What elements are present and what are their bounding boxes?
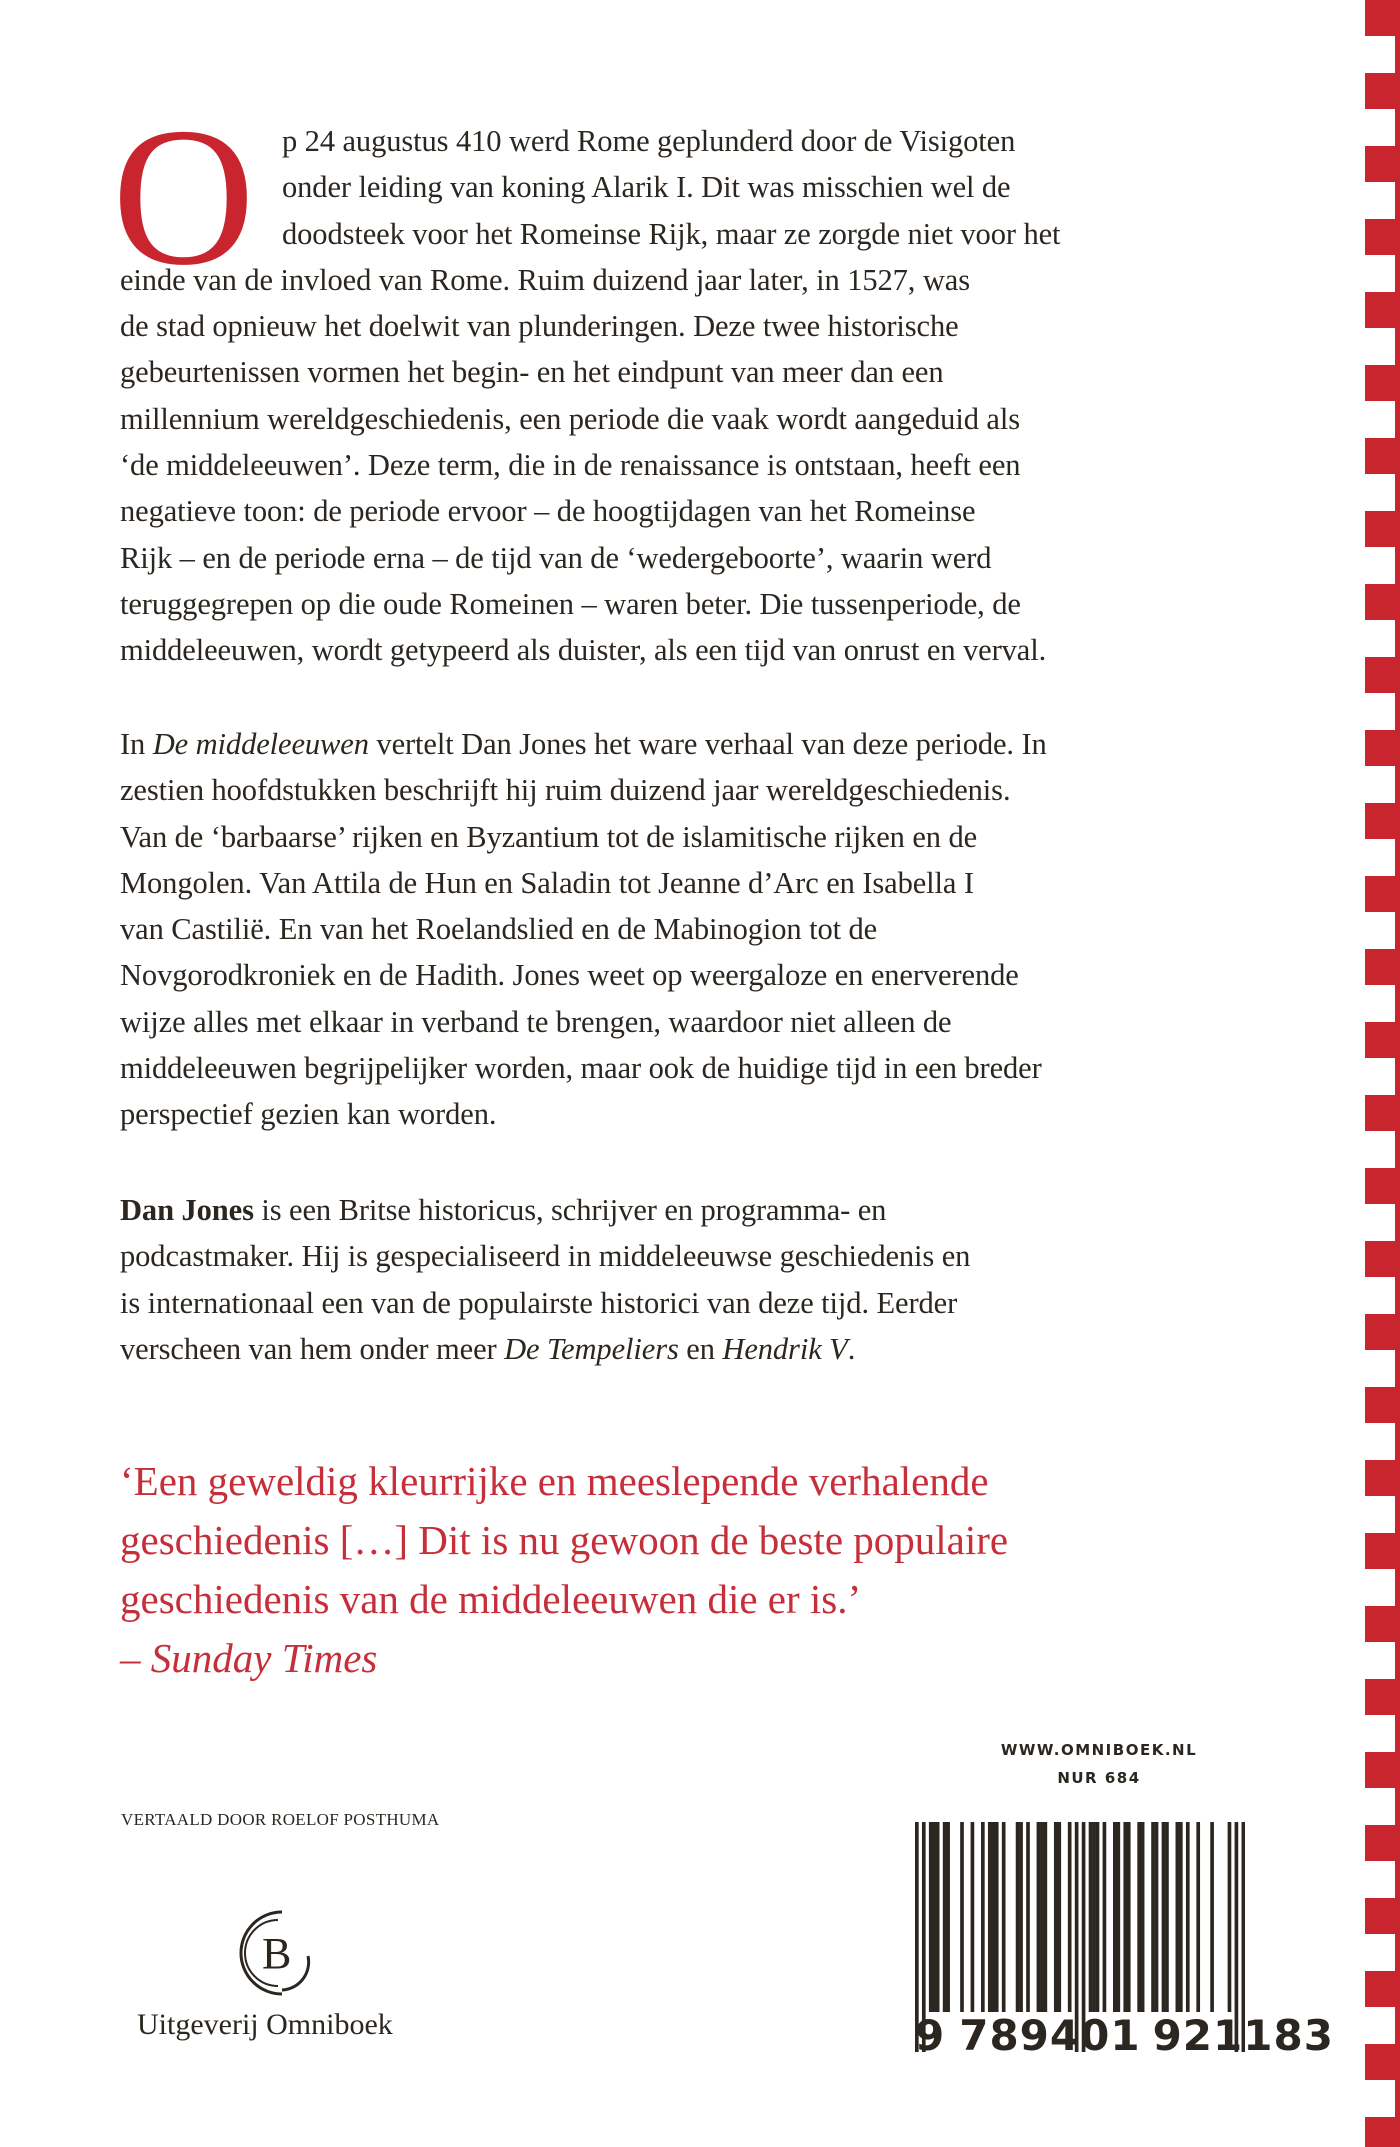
quote-source: – Sunday Times xyxy=(120,1635,378,1681)
italic-title: De Tempeliers xyxy=(504,1331,679,1366)
barcode-bar xyxy=(1057,1822,1061,2012)
italic-title: De middeleeuwen xyxy=(152,727,369,761)
text-line xyxy=(120,860,1270,906)
barcode-bar xyxy=(1228,1822,1232,2012)
barcode-bar xyxy=(1089,1822,1093,2012)
text-line xyxy=(120,581,1270,627)
barcode-bar xyxy=(1186,1822,1190,2012)
barcode-bar xyxy=(1040,1822,1044,2012)
translator-credit: VERTAALD DOOR ROELOF POSTHUMA xyxy=(121,1810,440,1829)
text-line xyxy=(120,1187,1270,1233)
text-line xyxy=(120,1045,1270,1091)
red-edge-stripe xyxy=(1365,0,1400,2147)
text-line xyxy=(120,118,1270,164)
text-line xyxy=(120,164,1270,210)
text-run: einde van de invloed van Rome. Ruim duizend jaar later, in 1527, was xyxy=(120,262,970,297)
text-run: en xyxy=(678,1331,723,1366)
barcode-bar xyxy=(1116,1822,1120,2012)
barcode-bar xyxy=(1096,1822,1100,2012)
text-line xyxy=(120,1326,1270,1372)
text-line xyxy=(120,535,1270,581)
text-run: perspectief gezien kan worden. xyxy=(120,1097,497,1132)
barcode-bar xyxy=(1127,1822,1131,2012)
text-run: Mongolen. Van Attila de Hun en Saladin tot Jeanne d’Arc en Isabella I xyxy=(120,865,974,900)
barcode-bar xyxy=(929,1822,933,2012)
barcode-bar xyxy=(946,1822,950,2012)
text-run: podcastmaker. Hij is gespecialiseerd in middeleeuwse geschiedenis en xyxy=(120,1239,971,1274)
text-line xyxy=(120,396,1270,442)
barcode-bar xyxy=(943,1822,947,2012)
barcode-bar xyxy=(1044,1822,1048,2012)
text-run: zestien hoofdstukken beschrijft hij ruim duizend jaar wereldgeschiedenis. xyxy=(120,773,1011,808)
text-line xyxy=(120,814,1270,860)
barcode-bar xyxy=(1113,1822,1117,2012)
text-run: millennium wereldgeschiedenis, een periode die vaak wordt aangeduid als xyxy=(120,401,1020,436)
text-run: vertelt Dan Jones het ware verhaal van deze periode. In xyxy=(368,727,1047,761)
barcode-bar xyxy=(1162,1822,1166,2012)
author-bio-paragraph xyxy=(120,1187,1270,1372)
barcode-bar xyxy=(1176,1822,1180,2012)
text-run: wijze alles met elkaar in verband te brengen, waardoor niet alleen de xyxy=(120,1004,952,1039)
text-line xyxy=(120,1233,1270,1279)
barcode-bar xyxy=(971,1822,975,2012)
text-run: p 24 augustus 410 werd Rome geplunderd door de Visigoten xyxy=(282,124,1016,158)
text-line xyxy=(120,488,1270,534)
text-run: . xyxy=(847,1331,856,1366)
text-run: onder leiding van koning Alarik I. Dit was misschien wel de xyxy=(282,170,1011,205)
barcode-bar xyxy=(991,1822,995,2012)
text-line xyxy=(120,906,1270,952)
quote-line: geschiedenis […] Dit is nu gewoon de beste populaire xyxy=(120,1517,1009,1563)
text-line xyxy=(120,1280,1270,1326)
barcode-bar xyxy=(988,1822,992,2012)
text-run: de stad opnieuw het doelwit van plunderingen. Deze twee historische xyxy=(120,309,959,344)
text-line xyxy=(120,1091,1270,1137)
barcode-bar xyxy=(936,1822,940,2012)
text-line xyxy=(120,349,1270,395)
barcode-bar xyxy=(1016,1822,1020,2012)
text-run: middeleeuwen begrijpelijker worden, maar ook de huidige tijd in een breder xyxy=(120,1051,1042,1086)
barcode-bar xyxy=(960,1822,964,2012)
text-run: verscheen van hem onder meer xyxy=(120,1331,505,1366)
text-line xyxy=(120,952,1270,998)
barcode-bar xyxy=(1026,1822,1030,2012)
publisher-info xyxy=(986,1736,1212,1792)
text-line xyxy=(120,999,1270,1045)
text-run: In xyxy=(120,727,153,761)
barcode-bar xyxy=(1151,1822,1155,2012)
italic-title: Hendrik V xyxy=(722,1331,848,1366)
text-run: negatieve toon: de periode ervoor – de hoogtijdagen van het Romeinse xyxy=(120,494,976,529)
text-line xyxy=(120,257,1270,303)
text-run: van Castilië. En van het Roelandslied en de Mabinogion tot de xyxy=(120,912,878,947)
nur-code: NUR 684 xyxy=(1057,1769,1141,1787)
barcode-bar xyxy=(1123,1822,1127,2012)
barcode-bar xyxy=(1068,1822,1072,2012)
text-line xyxy=(120,721,1270,767)
barcode-bar xyxy=(1137,1822,1141,2012)
text-run: gebeurtenissen vormen het begin- en het eindpunt van meer dan een xyxy=(120,355,944,390)
review-quote xyxy=(120,1452,1008,1688)
text-line xyxy=(120,767,1270,813)
text-line xyxy=(120,211,1270,257)
barcode-bar xyxy=(1054,1822,1058,2012)
barcode-bar xyxy=(981,1822,985,2012)
text-line xyxy=(120,303,1270,349)
logo-letter: B xyxy=(262,1929,292,1978)
text-run: teruggegrepen op die oude Romeinen – waren beter. Die tussenperiode, de xyxy=(120,586,1021,621)
quote-line: geschiedenis van de middeleeuwen die er is.’ xyxy=(120,1576,862,1622)
barcode-bar xyxy=(1165,1822,1169,2012)
barcode-bar xyxy=(1002,1822,1006,2012)
text-run: Van de ‘barbaarse’ rijken en Byzantium tot de islamitische rijken en de xyxy=(120,819,978,854)
text-run: is een Britse historicus, schrijver en programma- en xyxy=(253,1193,887,1227)
barcode-bar xyxy=(995,1822,999,2012)
barcode-bar xyxy=(1155,1822,1159,2012)
text-run: Novgorodkroniek en de Hadith. Jones weet op weergaloze en enerverende xyxy=(120,958,1019,993)
intro-paragraph xyxy=(120,118,1270,674)
text-line xyxy=(120,627,1270,673)
text-run: middeleeuwen, wordt getypeerd als duister, als een tijd van onrust en verval. xyxy=(120,633,1047,668)
publisher-name: Uitgeverij Omniboek xyxy=(137,2008,393,2041)
author-name: Dan Jones xyxy=(120,1193,254,1227)
barcode-bar xyxy=(1103,1822,1107,2012)
barcode-bar xyxy=(1092,1822,1096,2012)
isbn-number: 9 789401 921183 xyxy=(915,2011,1334,2060)
text-run: Rijk – en de periode erna – de tijd van de ‘wedergeboorte’, waarin werd xyxy=(120,540,992,575)
barcode-bar xyxy=(1141,1822,1145,2012)
barcode-bar xyxy=(1210,1822,1214,2012)
publisher-logo-icon xyxy=(234,1908,320,1998)
website-link[interactable]: WWW.OMNIBOEK.NL xyxy=(1000,1741,1198,1759)
barcode-bar xyxy=(1019,1822,1023,2012)
barcode-bar xyxy=(932,1822,936,2012)
drop-cap: O xyxy=(112,87,255,306)
text-line xyxy=(120,442,1270,488)
barcode-bar xyxy=(1037,1822,1041,2012)
barcode-bar xyxy=(1179,1822,1183,2012)
text-run: doodsteek voor het Romeinse Rijk, maar ze zorgde niet voor het xyxy=(282,216,1061,251)
text-run: is internationaal een van de populairste historici van deze tijd. Eerder xyxy=(120,1285,958,1320)
book-description-paragraph xyxy=(120,721,1270,1138)
text-run: ‘de middeleeuwen’. Deze term, die in de renaissance is ontstaan, heeft een xyxy=(120,448,1021,483)
barcode-bar xyxy=(1196,1822,1200,2012)
quote-line: ‘Een geweldig kleurrijke en meeslepende verhalende xyxy=(120,1458,989,1504)
